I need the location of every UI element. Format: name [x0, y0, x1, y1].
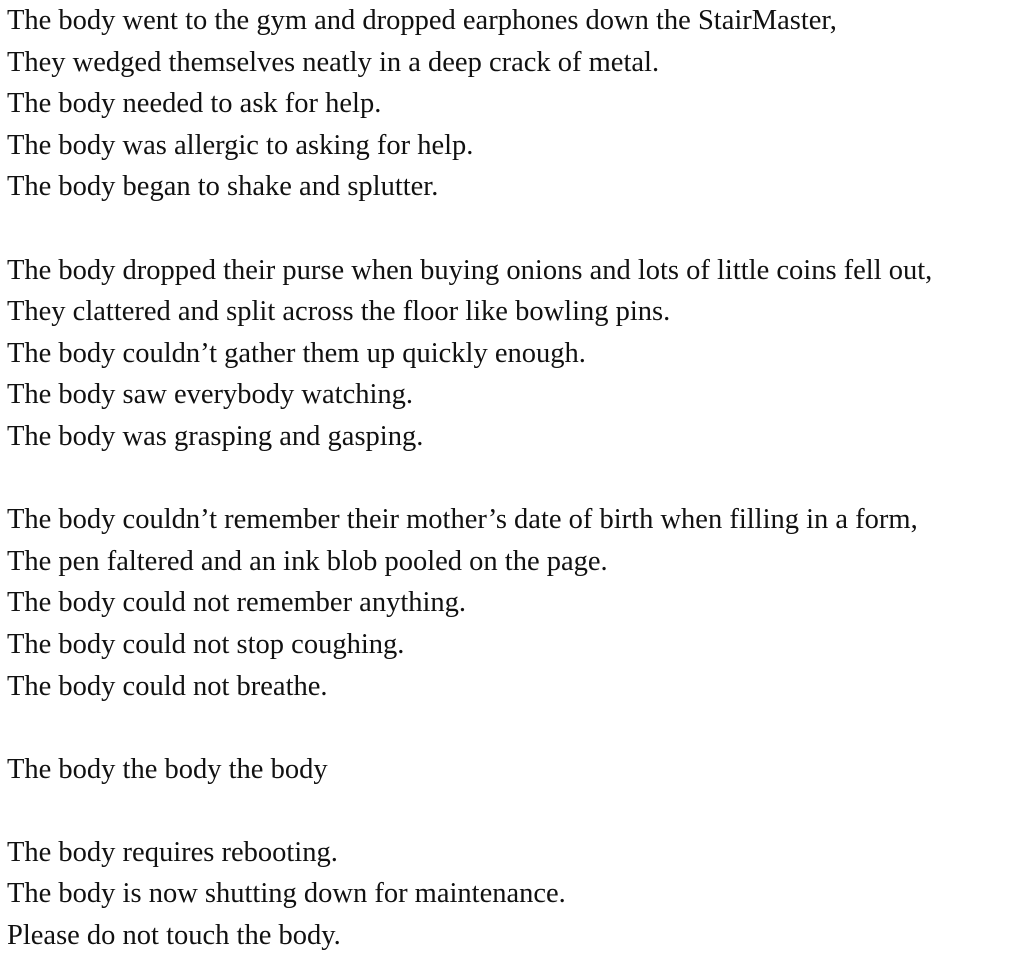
- poem-line: The body the body the body: [7, 753, 328, 785]
- stanza-break: [7, 707, 1022, 749]
- poem-line: The body is now shutting down for maintenance.: [7, 878, 566, 910]
- stanza-break: [7, 208, 1022, 250]
- stanza-3: [7, 499, 1022, 707]
- poem-line: They clattered and split across the floor like bowling pins.: [7, 296, 671, 328]
- stanza-4: [7, 749, 1022, 791]
- poem-line: The body couldn’t gather them up quickly enough.: [7, 337, 586, 369]
- poem-line: They wedged themselves neatly in a deep crack of metal.: [7, 46, 660, 78]
- poem-line: The body couldn’t remember their mother’s date of birth when filling in a form,: [7, 504, 918, 536]
- stanza-2: [7, 250, 1022, 458]
- poem-line: The body could not stop coughing.: [7, 628, 405, 660]
- poem-line: The body was grasping and gasping.: [7, 420, 424, 452]
- poem-line: The body dropped their purse when buying onions and lots of little coins fell out,: [7, 254, 933, 286]
- stanza-break: [7, 458, 1022, 500]
- poem-line: The body began to shake and splutter.: [7, 171, 439, 203]
- poem-line: The body could not breathe.: [7, 670, 328, 702]
- poem-line: The body was allergic to asking for help.: [7, 129, 474, 161]
- stanza-break: [7, 790, 1022, 832]
- poem-line: Please do not touch the body.: [7, 920, 341, 952]
- poem-line: The body saw everybody watching.: [7, 379, 414, 411]
- poem-line: The pen faltered and an ink blob pooled on the page.: [7, 545, 608, 577]
- poem-line: The body could not remember anything.: [7, 587, 467, 619]
- stanza-5: [7, 832, 1022, 957]
- poem-text: [7, 0, 1022, 957]
- poem-line: The body requires rebooting.: [7, 836, 338, 868]
- poem-line: The body needed to ask for help.: [7, 88, 382, 120]
- poem-line: The body went to the gym and dropped earphones down the StairMaster,: [7, 5, 837, 36]
- stanza-1: [7, 0, 1022, 208]
